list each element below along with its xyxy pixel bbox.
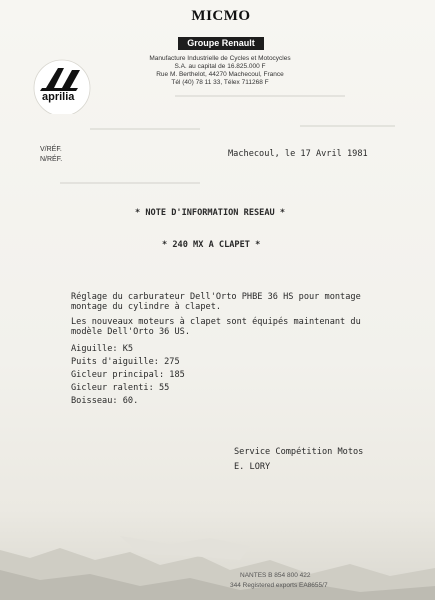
paragraph2-line1: Les nouveaux moteurs à clapet sont équipés maintenant du: [71, 317, 361, 327]
paper-mark: [175, 95, 345, 97]
signature-department: Service Compétition Motos: [234, 447, 364, 457]
place-date: Machecoul, le 17 Avril 1981: [228, 149, 368, 159]
paper-mark: [90, 128, 200, 130]
company-description: Manufacture Industrielle de Cycles et Motocycles: [149, 55, 291, 62]
aprilia-wordmark: aprilia: [42, 91, 75, 103]
footer-export: 344 Registered exports EA8655/7: [230, 582, 328, 589]
torn-bottom-edge: [0, 530, 435, 600]
aprilia-logo: [28, 58, 100, 114]
ref-v: V/RÉF.: [40, 146, 62, 153]
aprilia-mark-icon: [28, 58, 100, 114]
company-name: MICMO: [191, 8, 251, 24]
company-address: Rue M. Berthelot, 44270 Machecoul, France: [156, 71, 284, 78]
setting-gicleur-principal: Gicleur principal: 185: [71, 370, 185, 380]
footer-registration: NANTES B 854 800 422: [240, 572, 311, 579]
ref-n: N/RÉF.: [40, 156, 63, 163]
paper-mark: [60, 182, 200, 184]
setting-boisseau: Boisseau: 60.: [71, 396, 139, 406]
paragraph1-line1: Réglage du carburateur Dell'Orto PHBE 36 HS pour montage: [71, 292, 361, 302]
letter-subheading: * 240 MX A CLAPET *: [162, 240, 261, 250]
letter-heading: * NOTE D'INFORMATION RESEAU *: [135, 208, 286, 218]
group-banner: Groupe Renault: [178, 37, 264, 50]
paragraph1-line2: montage du cylindre à clapet.: [71, 302, 222, 312]
company-capital: S.A. au capital de 16.825.000 F: [174, 63, 266, 70]
setting-gicleur-ralenti: Gicleur ralenti: 55: [71, 383, 170, 393]
setting-puits: Puits d'aiguille: 275: [71, 357, 180, 367]
signature-name: E. LORY: [234, 462, 271, 472]
paper-mark: [300, 125, 395, 127]
setting-aiguille: Aiguille: K5: [71, 344, 134, 354]
paragraph2-line2: modèle Dell'Orto 36 US.: [71, 327, 190, 337]
company-phone-telex: Tél (40) 78 11 33, Télex 711268 F: [171, 79, 269, 86]
